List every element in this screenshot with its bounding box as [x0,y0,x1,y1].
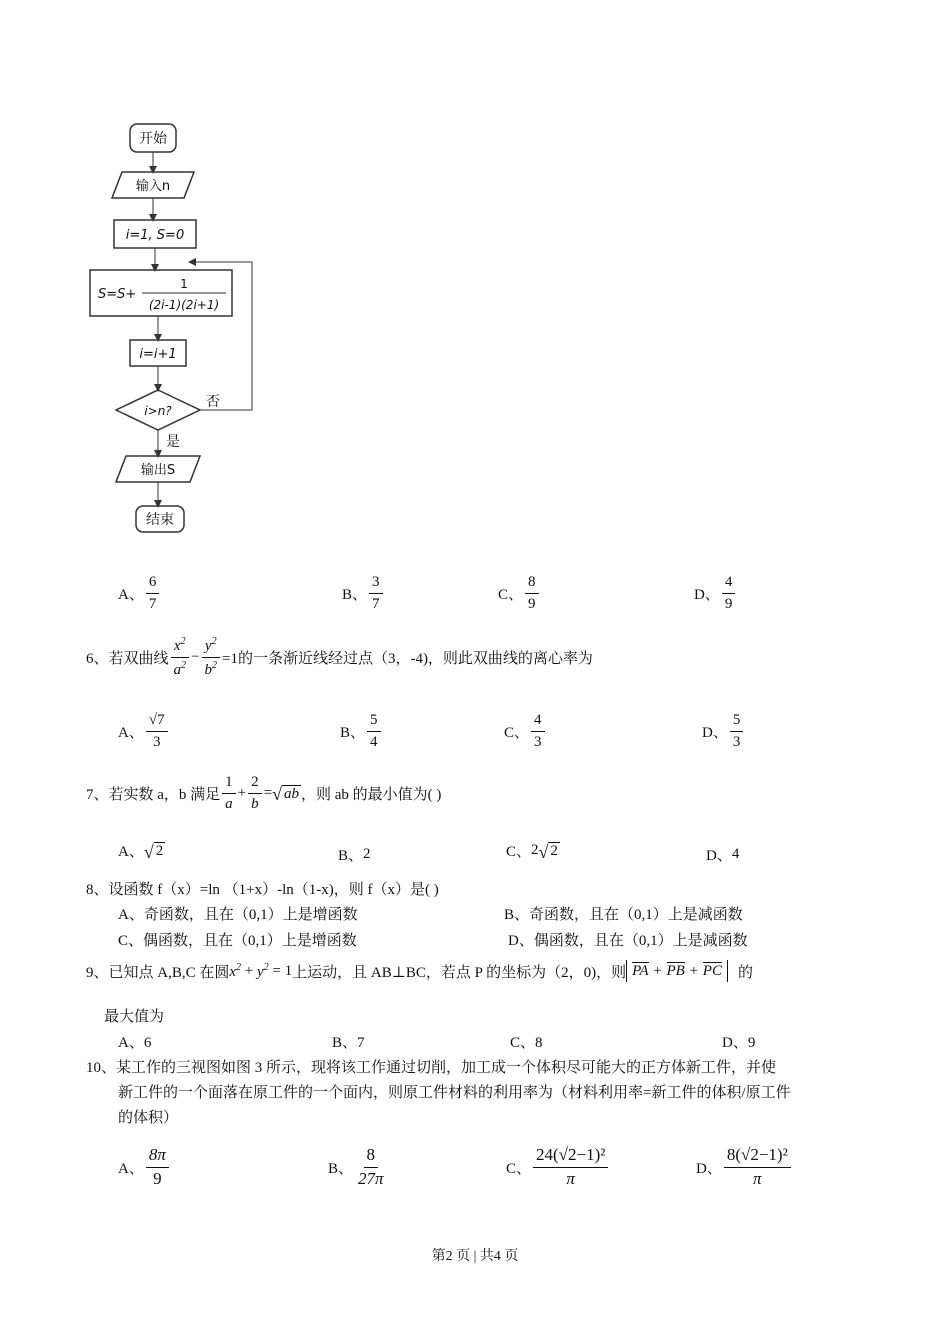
q8-option-c: C、偶函数，且在（0,1）上是增函数 [118,933,357,949]
flow-output: 输出S [140,463,176,478]
flow-no-label: 否 [206,394,220,410]
q5-option-c: C、 $\frac{8}{9}$ [498,574,541,612]
q5-option-b: B、 $\frac{3}{7}$ [342,574,385,612]
q10-option-b: B、 $\frac{8}{27\pi}$ [328,1145,384,1188]
q6-option-a: A、 $\frac{√7}{3}$ [118,712,170,750]
q6-option-d: D、 $\frac{5}{3}$ [702,712,745,750]
q9-option-b: B、7 [332,1035,365,1051]
q6-stem: 6、若双曲线 $\frac{x^2}{a^2}$ − $\frac{y^2}{b^2}$ =1的一条渐近线经过点（3，-4)，则此双曲线的离心率为 [86,636,593,678]
flowchart [80,110,280,550]
q10-line1: 10、某工作的三视图如图 3 所示，现将该工作通过切削，加工成一个体积尽可能大的正方体新工件，并使 [86,1060,777,1076]
flow-increment: i=i+1 [139,347,177,362]
flow-end: 结束 [146,512,174,528]
flow-condition: i>n? [144,404,172,418]
page-footer: 第2 页 | 共4 页 [431,1249,519,1264]
flow-update-num: 1 [180,277,188,291]
q7-stem: 7、若实数 a，b 满足 $\frac{1}{a}$ + $\frac{2}{b}$ = √ ab ，则 ab 的最小值为( ) [86,774,442,812]
q8-option-b: B、奇函数，且在（0,1）上是减函数 [504,907,743,923]
q10-option-c: C、 $\frac{\text{24(√2−1)²}}{\pi}$ [506,1146,610,1188]
q9-stem: 9、已知点 A,B,C 在圆 $x^2$ + $y^2$ = 1 上运动，且 AB⊥BC，若点 P 的坐标为（2，0)，则 PA + PB + PC 的 [86,961,753,981]
q9-option-a: A、6 [118,1035,152,1051]
q8-option-d: D、偶函数，且在（0,1）上是减函数 [508,933,748,949]
flow-input: 输入n [135,179,171,194]
q5-option-a: A、 $\frac{6}{7}$ [118,574,161,612]
q8-stem: 8、设函数 f（x）=ln （1+x）-ln（1-x)，则 f（x）是( ) [86,882,439,898]
q7-option-a: A、 √ 2 [118,841,164,862]
q7-option-c: C、 2 √ 2 [506,841,558,862]
flow-init: i=1, S=0 [125,228,185,243]
flow-start: 开始 [139,131,167,147]
q10-option-d: D、 $\frac{\text{8(√2−1)²}}{\pi}$ [696,1146,793,1188]
flow-yes-label: 是 [166,434,180,450]
q10-option-a: A、 $\frac{8\pi}{9}$ [118,1146,171,1188]
q9-option-d: D、9 [722,1035,756,1051]
q7-option-b: B、 2 [338,846,371,864]
q7-option-d: D、 4 [706,846,740,864]
q6-option-b: B、 $\frac{5}{4}$ [340,712,383,750]
q9-line2: 最大值为 [104,1009,165,1025]
flow-update-den: (2i-1)(2i+1) [148,298,220,312]
q5-option-d: D、 $\frac{4}{9}$ [694,574,737,612]
q8-option-a: A、奇函数，且在（0,1）上是增函数 [118,907,358,923]
flow-update-left: S=S+ [98,287,137,302]
q6-option-c: C、 $\frac{4}{3}$ [504,712,547,750]
q9-option-c: C、8 [510,1035,543,1051]
q10-line2: 新工件的一个面落在原工件的一个面内，则原工件材料的利用率为（材料利用率=新工件的体积/原工件 [118,1085,791,1101]
q10-line3: 的体积） [118,1110,179,1126]
